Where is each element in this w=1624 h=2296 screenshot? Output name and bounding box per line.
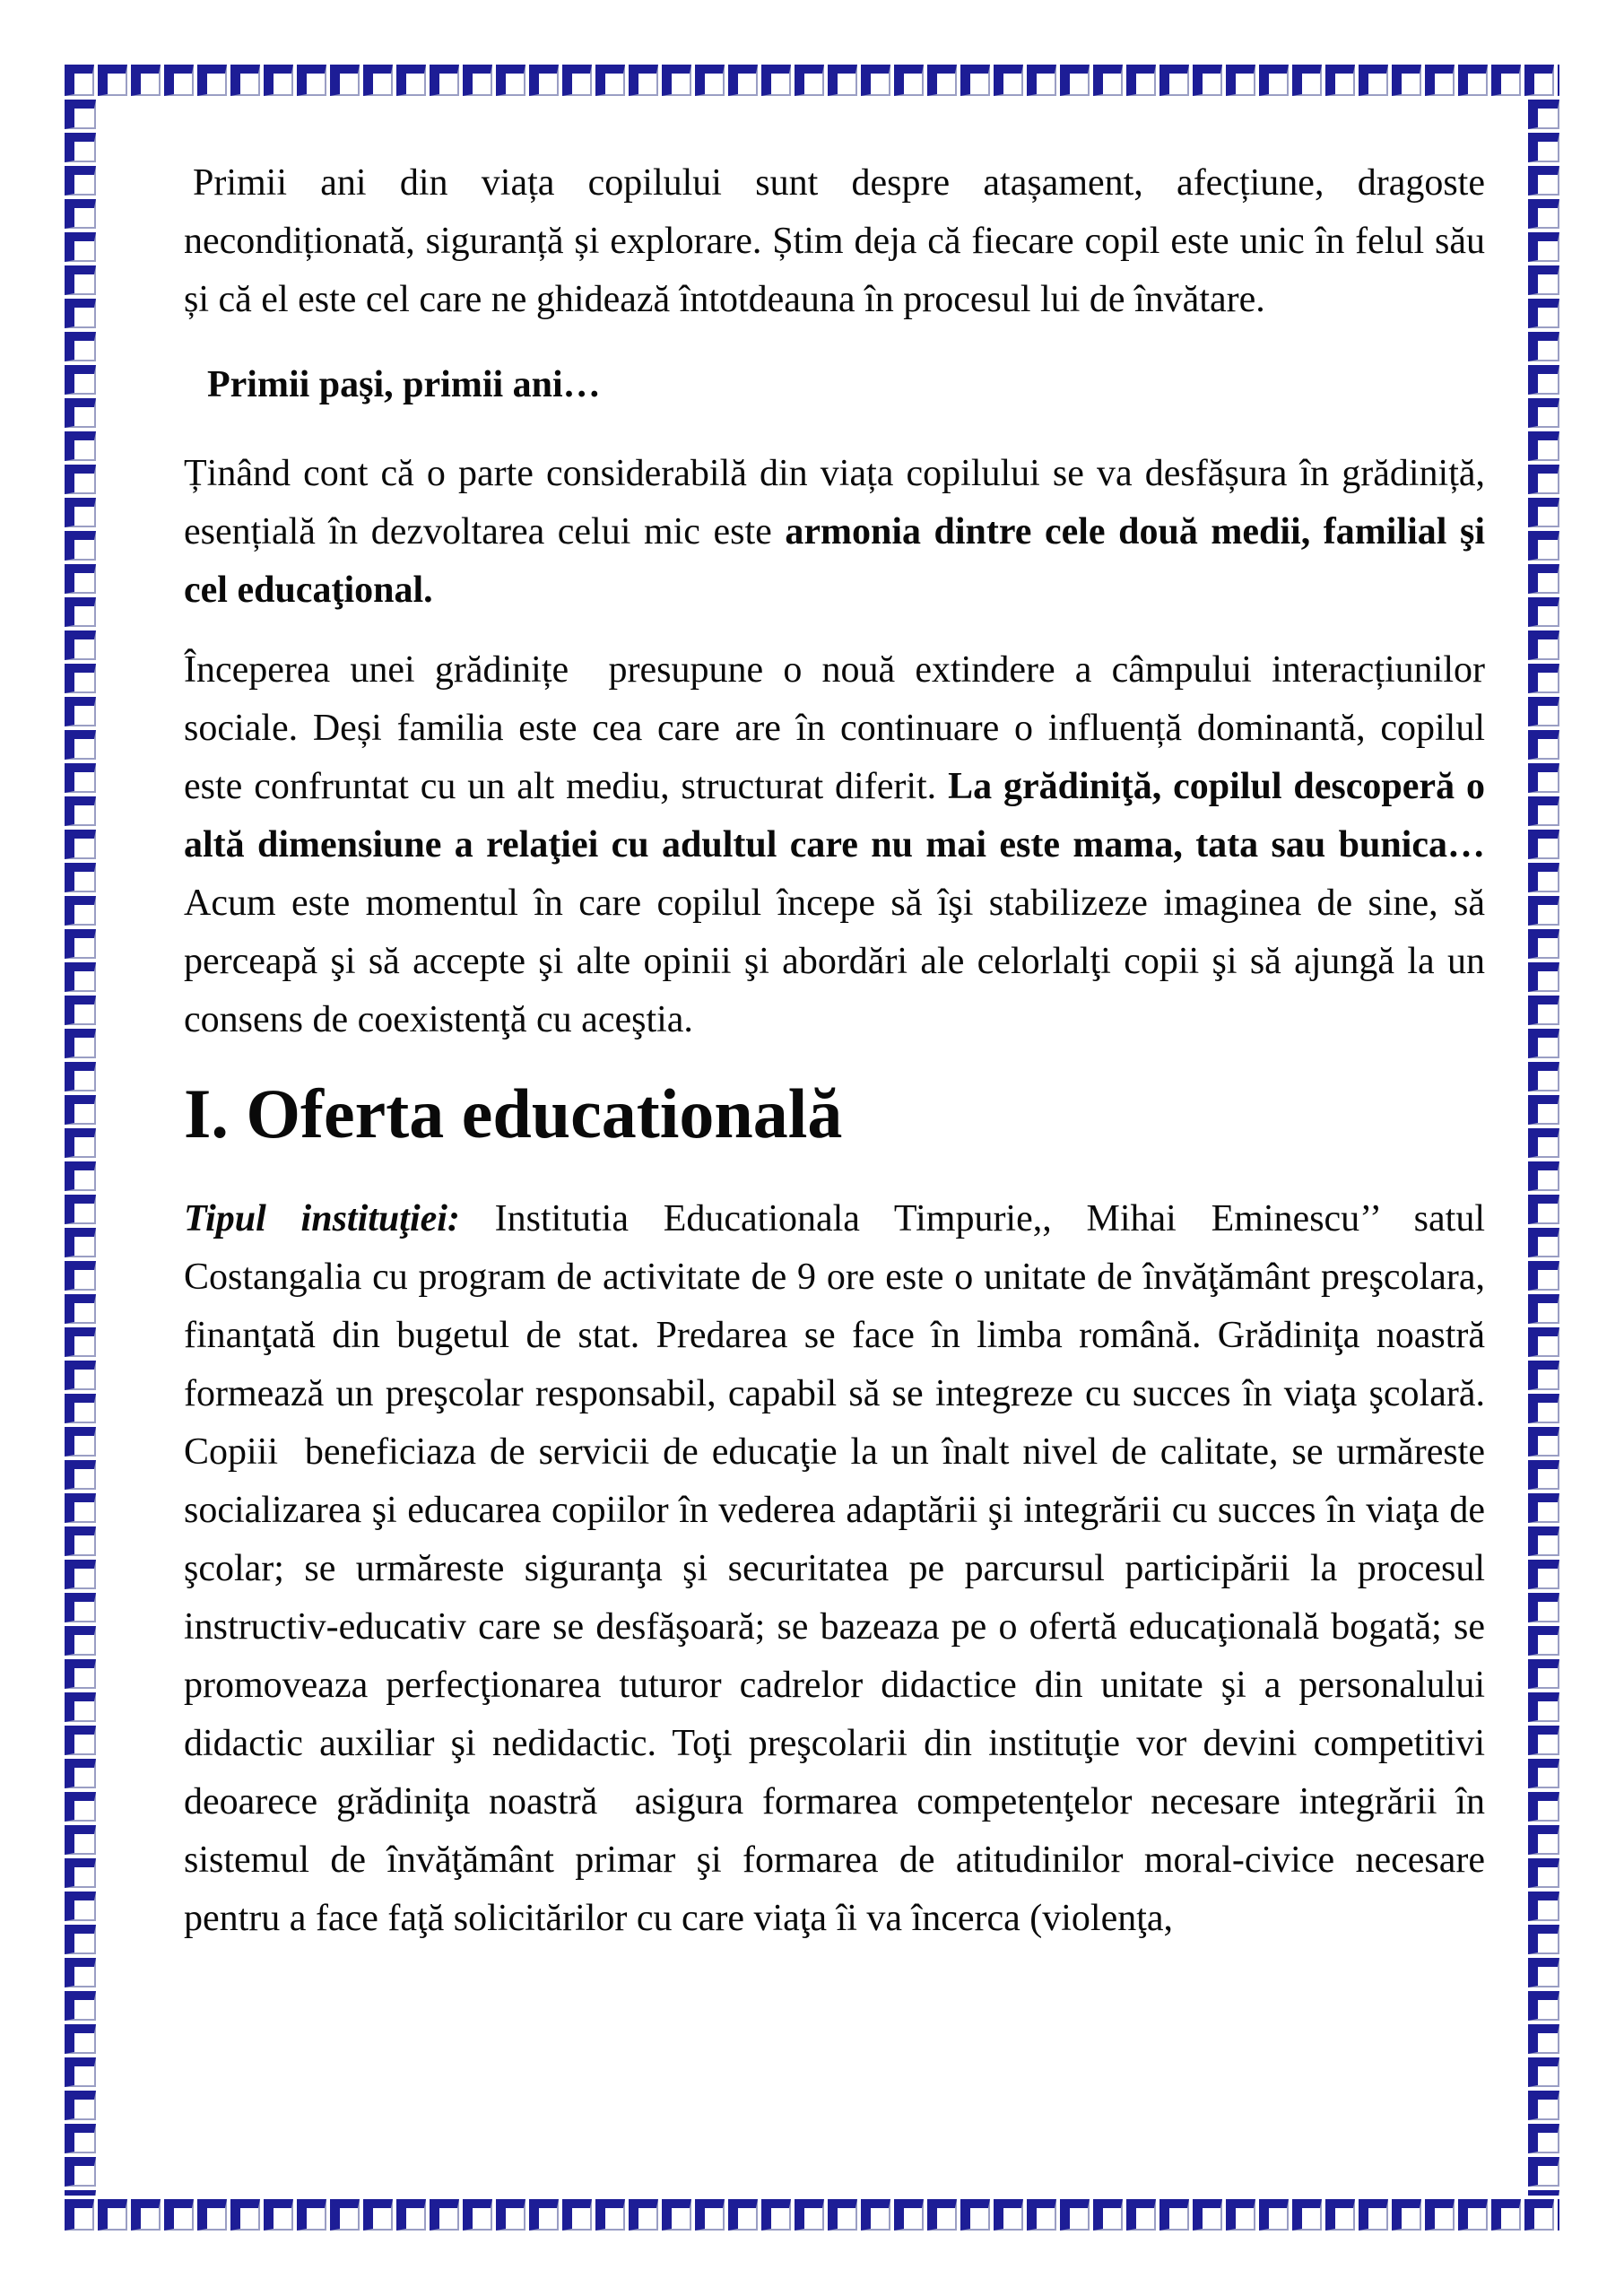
border-chain-unit (629, 2199, 658, 2231)
border-chain-unit (65, 1095, 96, 1125)
border-chain-unit (1528, 962, 1559, 992)
border-chain-unit (1259, 2199, 1289, 2231)
border-chain-unit (65, 1327, 96, 1357)
border-chain-unit (65, 398, 96, 428)
border-chain-unit (65, 2024, 96, 2054)
border-chain-unit (1558, 2199, 1559, 2231)
border-chain-unit (264, 2199, 293, 2231)
border-chain-unit (430, 2199, 459, 2231)
border-chain-unit (1325, 2199, 1355, 2231)
border-chain-unit (662, 2199, 691, 2231)
border-chain-unit (861, 65, 890, 96)
border-chain-unit (65, 730, 96, 760)
border-chain-unit (1528, 664, 1559, 693)
border-chain-unit (330, 65, 360, 96)
border-chain-unit (65, 1892, 96, 1921)
paragraph-intro (184, 154, 1495, 329)
border-chain-unit (1528, 631, 1559, 660)
border-chain-unit (496, 2199, 525, 2231)
border-chain-unit (65, 133, 96, 162)
paragraph-tipul-institutiei (184, 1190, 1495, 1948)
text-run: Tipul instituţiei: (184, 1198, 495, 1239)
border-chain-unit (65, 65, 94, 96)
border-chain-unit (1528, 697, 1559, 726)
border-chain-unit (396, 2199, 426, 2231)
border-chain-unit (1528, 2157, 1559, 2187)
border-chain-unit (828, 2199, 857, 2231)
border-chain-unit (65, 1659, 96, 1689)
border-chain-unit (1027, 2199, 1056, 2231)
border-chain-unit (927, 65, 957, 96)
border-chain-unit (795, 2199, 824, 2231)
border-chain-unit (1528, 1294, 1559, 1324)
border-chain-unit (1528, 796, 1559, 826)
border-chain-unit (1491, 65, 1521, 96)
border-chain-unit (65, 1759, 96, 1788)
border-chain-unit (65, 1692, 96, 1722)
border-chain-unit (1528, 1626, 1559, 1656)
border-chain-unit (1524, 65, 1554, 96)
border-chain-unit (562, 2199, 592, 2231)
border-chain-unit (894, 2199, 924, 2231)
subheading-first-steps: Primii paşi, primii ani… (207, 364, 601, 405)
border-chain-unit (1528, 1394, 1559, 1423)
border-chain-unit (1259, 65, 1289, 96)
border-chain-unit (65, 2190, 96, 2196)
text-run: Ținând cont că o parte considerabilă din viața copilului se va desfășura în grădiniță, esențială în dezvoltarea celui mic este (184, 453, 1495, 552)
border-chain-unit (65, 796, 96, 826)
border-chain-unit (65, 1427, 96, 1457)
border-chain-unit (1528, 1029, 1559, 1058)
border-chain-unit (1528, 1560, 1559, 1589)
border-chain-unit (595, 2199, 625, 2231)
border-chain-unit (65, 2091, 96, 2120)
border-chain-unit (1528, 365, 1559, 395)
border-chain-unit (65, 1858, 96, 1888)
border-chain-unit (65, 1792, 96, 1822)
border-chain-unit (1060, 65, 1090, 96)
border-chain-unit (861, 2199, 890, 2231)
border-chain-unit (164, 2199, 194, 2231)
border-chain-unit (65, 100, 96, 129)
border-chain-unit (65, 365, 96, 395)
border-chain-unit (65, 697, 96, 726)
border-chain-unit (1093, 65, 1123, 96)
border-chain-unit (1193, 65, 1222, 96)
border-chain-unit (1528, 1361, 1559, 1390)
border-chain-unit (363, 2199, 393, 2231)
border-chain-unit (1292, 65, 1322, 96)
border-chain-unit (230, 2199, 260, 2231)
border-chain-unit (1528, 465, 1559, 494)
border-chain-unit (65, 597, 96, 627)
border-chain-unit (1524, 2199, 1554, 2231)
border-chain-unit (65, 531, 96, 561)
border-chain-unit (1093, 2199, 1123, 2231)
border-chain-unit (65, 996, 96, 1025)
border-chain-unit (65, 431, 96, 461)
border-chain-unit (960, 65, 990, 96)
border-chain-unit (65, 2124, 96, 2153)
border-chain-unit (65, 232, 96, 262)
border-chain-unit (463, 65, 492, 96)
border-chain-unit (131, 65, 161, 96)
border-chain-unit (795, 65, 824, 96)
border-chain-unit (1528, 531, 1559, 561)
border-chain-unit (1528, 1526, 1559, 1556)
border-chain-unit (1558, 65, 1559, 96)
border-chain-unit (994, 65, 1023, 96)
text-run: Institutia Educationala Timpurie,, Mihai Eminescu’’ satul Costangalia cu program de activitate de 9 ore este o unitate de învăţământ preşcolara, finanţată din bugetul de stat. Predarea se face în limba română. Grădiniţa noastră formează un preşcolar responsabil, capabil să se integreze cu succes în viaţa şcolară. Copiii beneficiaza de servicii de educaţie la un înalt nivel de calitate, se urmăreste socializarea şi educarea copiilor în vederea adaptării şi integrării cu succes în viaţa de şcolar; se urmăreste siguranţa şi securitatea pe parcursul participării la procesul instructiv-educativ care se desfăşoară; se bazeaza pe o ofertă educaţională bogată; se promoveaza perfecţionarea tuturor cadrelor didactice din unitate şi a personalului didactic auxiliar şi nedidactic. Toţi preşcolarii din instituţie vor devini competitivi deoarece grădiniţa noastră asigura formarea competenţelor necesare integrării în sistemul de învăţământ primar şi formarea de atitudinilor moral-civice necesare pentru a face faţă solicitărilor cu care viaţa îi va încerca (violenţa, (184, 1198, 1495, 1939)
text-run: Primii ani din viața copilului sunt despre atașament, afecțiune, dragoste necondiționată, siguranță și explorare. Știm deja că fiecare copil este unic în felul său și că el este cel care ne ghidează întotdeauna în procesul lui de învătare. (184, 162, 1495, 320)
border-chain-unit (1226, 2199, 1255, 2231)
text-run: armonia dintre cele două medii, familial şi cel educaţional. (184, 511, 1495, 611)
border-chain-unit (264, 65, 293, 96)
border-chain-unit (65, 299, 96, 328)
border-chain-unit (1491, 2199, 1521, 2231)
border-chain-unit (1528, 830, 1559, 859)
border-chain-unit (1226, 65, 1255, 96)
border-chain-unit (828, 65, 857, 96)
border-chain-unit (65, 1626, 96, 1656)
border-chain-unit (1159, 2199, 1189, 2231)
border-chain-unit (65, 1958, 96, 1987)
border-chain-unit (197, 2199, 227, 2231)
border-chain-unit (98, 65, 127, 96)
border-chain-unit (65, 2157, 96, 2187)
border-chain-unit (1528, 166, 1559, 196)
border-chain-unit (65, 929, 96, 959)
page-border-top (65, 65, 1559, 96)
border-chain-unit (65, 1294, 96, 1324)
border-chain-unit (65, 1195, 96, 1224)
border-chain-unit (1528, 1726, 1559, 1755)
border-chain-unit (894, 65, 924, 96)
border-chain-unit (1528, 100, 1559, 129)
page-border-right (1528, 100, 1559, 2196)
border-chain-unit (1528, 896, 1559, 926)
border-chain-unit (1159, 65, 1189, 96)
border-chain-unit (1528, 1892, 1559, 1921)
border-chain-unit (65, 1593, 96, 1622)
border-chain-unit (65, 1991, 96, 2021)
border-chain-unit (994, 2199, 1023, 2231)
border-chain-unit (629, 65, 658, 96)
border-chain-unit (1292, 2199, 1322, 2231)
border-chain-unit (65, 2057, 96, 2087)
border-chain-unit (728, 65, 758, 96)
border-chain-unit (65, 1394, 96, 1423)
border-chain-unit (65, 564, 96, 594)
border-chain-unit (1528, 2190, 1559, 2196)
border-chain-unit (728, 2199, 758, 2231)
border-chain-unit (1359, 65, 1388, 96)
border-chain-unit (1528, 2057, 1559, 2087)
border-chain-unit (1060, 2199, 1090, 2231)
border-chain-unit (65, 1029, 96, 1058)
border-chain-unit (1359, 2199, 1388, 2231)
border-chain-unit (1528, 1958, 1559, 1987)
border-chain-unit (1528, 1195, 1559, 1224)
text-run: La grădiniţă, copilul descoperă o altă dimensiune a relaţiei cu adultul care nu mai este mama, tata sau bunica… (184, 766, 1495, 865)
border-chain-unit (131, 2199, 161, 2231)
border-chain-unit (1528, 1427, 1559, 1457)
border-chain-unit (695, 65, 725, 96)
border-chain-unit (65, 498, 96, 527)
border-chain-unit (1528, 299, 1559, 328)
text-run: Începerea unei grădinițe presupune o nouă extindere a câmpului interacțiunilor sociale. Deși familia este cea care are în continuare o influență dominantă, copilul este confruntat cu un alt mediu, structurat diferit. (184, 649, 1495, 807)
border-chain-unit (1528, 1161, 1559, 1191)
border-chain-unit (695, 2199, 725, 2231)
border-chain-unit (1528, 1261, 1559, 1291)
border-chain-unit (927, 2199, 957, 2231)
border-chain-unit (65, 1493, 96, 1523)
border-chain-unit (330, 2199, 360, 2231)
border-chain-unit (1528, 1925, 1559, 1954)
border-chain-unit (1392, 2199, 1421, 2231)
border-chain-unit (65, 1128, 96, 1158)
border-chain-unit (65, 631, 96, 660)
border-chain-unit (65, 1726, 96, 1755)
border-chain-unit (529, 2199, 559, 2231)
border-chain-unit (1528, 1228, 1559, 1257)
border-chain-unit (65, 465, 96, 494)
border-chain-unit (1528, 1858, 1559, 1888)
border-chain-unit (1528, 1460, 1559, 1490)
border-chain-unit (1528, 929, 1559, 959)
border-chain-unit (562, 65, 592, 96)
border-chain-unit (1528, 133, 1559, 162)
document-body (184, 154, 1495, 1970)
border-chain-unit (1425, 65, 1455, 96)
border-chain-unit (1528, 1792, 1559, 1822)
border-chain-unit (1325, 65, 1355, 96)
border-chain-unit (1528, 1128, 1559, 1158)
border-chain-unit (1528, 398, 1559, 428)
border-chain-unit (1528, 1991, 1559, 2021)
border-chain-unit (1528, 1095, 1559, 1125)
border-chain-unit (1528, 1692, 1559, 1722)
border-chain-unit (1528, 1825, 1559, 1855)
section-title-oferta-educationala: I. Oferta educatională (184, 1074, 843, 1152)
border-chain-unit (297, 65, 326, 96)
border-chain-unit (1027, 65, 1056, 96)
border-chain-unit (1193, 2199, 1222, 2231)
border-chain-unit (65, 664, 96, 693)
border-chain-unit (65, 2199, 94, 2231)
border-chain-unit (1528, 199, 1559, 229)
border-chain-unit (960, 2199, 990, 2231)
border-chain-unit (65, 1361, 96, 1390)
border-chain-unit (230, 65, 260, 96)
border-chain-unit (396, 65, 426, 96)
page-border-left (65, 100, 96, 2196)
border-chain-unit (1392, 65, 1421, 96)
paragraph-armonia (184, 445, 1495, 620)
border-chain-unit (1458, 2199, 1488, 2231)
border-chain-unit (761, 65, 791, 96)
border-chain-unit (65, 1925, 96, 1954)
border-chain-unit (662, 65, 691, 96)
paragraph-inceperea-gradinitei (184, 641, 1495, 1049)
border-chain-unit (1528, 1062, 1559, 1091)
border-chain-unit (65, 265, 96, 295)
border-chain-unit (496, 65, 525, 96)
border-chain-unit (1528, 863, 1559, 892)
border-chain-unit (1528, 232, 1559, 262)
border-chain-unit (65, 1161, 96, 1191)
border-chain-unit (1528, 498, 1559, 527)
border-chain-unit (761, 2199, 791, 2231)
border-chain-unit (197, 65, 227, 96)
border-chain-unit (1528, 564, 1559, 594)
border-chain-unit (65, 830, 96, 859)
border-chain-unit (65, 962, 96, 992)
border-chain-unit (65, 1825, 96, 1855)
border-chain-unit (65, 863, 96, 892)
border-chain-unit (463, 2199, 492, 2231)
border-chain-unit (1528, 265, 1559, 295)
border-chain-unit (1528, 2124, 1559, 2153)
border-chain-unit (1528, 2024, 1559, 2054)
border-chain-unit (164, 65, 194, 96)
border-chain-unit (65, 1062, 96, 1091)
border-chain-unit (595, 65, 625, 96)
border-chain-unit (1528, 2091, 1559, 2120)
border-chain-unit (98, 2199, 127, 2231)
border-chain-unit (1528, 1327, 1559, 1357)
border-chain-unit (430, 65, 459, 96)
border-chain-unit (363, 65, 393, 96)
border-chain-unit (1528, 763, 1559, 793)
border-chain-unit (1425, 2199, 1455, 2231)
border-chain-unit (65, 1261, 96, 1291)
border-chain-unit (529, 65, 559, 96)
border-chain-unit (297, 2199, 326, 2231)
border-chain-unit (65, 199, 96, 229)
border-chain-unit (1528, 332, 1559, 361)
border-chain-unit (1528, 1593, 1559, 1622)
border-chain-unit (65, 1560, 96, 1589)
border-chain-unit (1458, 65, 1488, 96)
border-chain-unit (1528, 996, 1559, 1025)
border-chain-unit (65, 763, 96, 793)
border-chain-unit (65, 1228, 96, 1257)
border-chain-unit (1528, 1759, 1559, 1788)
border-chain-unit (1528, 1659, 1559, 1689)
text-run: Acum este momentul în care copilul începe să îşi stabilizeze imaginea de sine, să perceapă şi să accepte şi alte opinii şi abordări ale celorlalţi copii şi să ajungă la un consens de coexistenţă cu aceştia. (184, 883, 1495, 1040)
border-chain-unit (1528, 730, 1559, 760)
border-chain-unit (65, 332, 96, 361)
border-chain-unit (65, 896, 96, 926)
border-chain-unit (65, 1460, 96, 1490)
page-border-bottom (65, 2199, 1559, 2231)
border-chain-unit (1528, 1493, 1559, 1523)
border-chain-unit (1126, 2199, 1156, 2231)
border-chain-unit (65, 1526, 96, 1556)
border-chain-unit (1126, 65, 1156, 96)
border-chain-unit (1528, 597, 1559, 627)
border-chain-unit (65, 166, 96, 196)
border-chain-unit (1528, 431, 1559, 461)
